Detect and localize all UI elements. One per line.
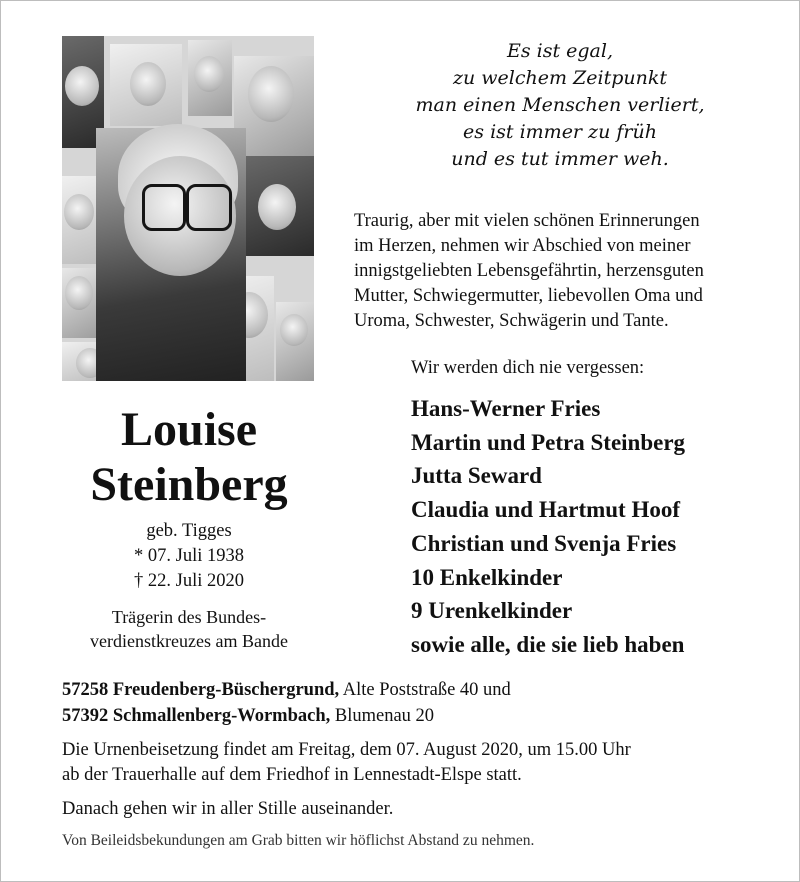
intro-line: Mutter, Schwiegermutter, liebevollen Oma und bbox=[354, 286, 703, 306]
mourner-name: Jutta Seward bbox=[411, 463, 542, 489]
intro-line: im Herzen, nehmen wir Abschied von meiner bbox=[354, 236, 691, 256]
intro-text bbox=[354, 209, 754, 334]
mourner-name: Claudia und Hartmut Hoof bbox=[411, 497, 681, 523]
address-place: 57392 Schmallenberg-Wormbach, bbox=[62, 706, 331, 726]
mourner-name: Christian und Svenja Fries bbox=[411, 530, 677, 556]
mourner-name: 10 Enkelkinder bbox=[411, 564, 563, 590]
mourner-name: 9 Urenkelkinder bbox=[411, 598, 573, 624]
mourner-name: Martin und Petra Steinberg bbox=[411, 429, 686, 455]
poem bbox=[395, 38, 725, 173]
poem-line: es ist immer zu früh bbox=[463, 121, 657, 143]
photo-collage bbox=[62, 36, 314, 381]
address-street: Blumenau 20 bbox=[334, 706, 435, 726]
birth-date: * 07. Juli 1938 bbox=[134, 546, 244, 566]
address-street: Alte Poststraße 40 und bbox=[342, 680, 511, 700]
intro-line: innigstgeliebten Lebensgefährtin, herzensguten bbox=[354, 261, 704, 281]
maiden-name: geb. Tigges bbox=[146, 521, 232, 541]
deceased-info bbox=[62, 402, 316, 653]
poem-line: man einen Menschen verliert, bbox=[415, 94, 705, 116]
honor-line: Trägerin des Bundes- bbox=[111, 607, 267, 627]
life-dates bbox=[62, 519, 316, 594]
intro-line: Traurig, aber mit vielen schönen Erinnerungen bbox=[354, 211, 700, 231]
funeral-line: ab der Trauerhalle auf dem Friedhof in Lennestadt-Elspe statt. bbox=[62, 765, 522, 785]
honor-text bbox=[62, 605, 316, 653]
poem-line: zu welchem Zeitpunkt bbox=[453, 67, 667, 89]
never-forget-line: Wir werden dich nie vergessen: bbox=[411, 358, 645, 378]
honor-line: verdienstkreuzes am Bande bbox=[90, 631, 288, 651]
poem-line: Es ist egal, bbox=[506, 40, 613, 62]
poem-line: und es tut immer weh. bbox=[451, 148, 669, 170]
deceased-first-name: Louise bbox=[120, 403, 258, 456]
mourner-name: sowie alle, die sie lieb haben bbox=[411, 631, 685, 657]
intro-line: Uroma, Schwester, Schwägerin und Tante. bbox=[354, 311, 669, 331]
funeral-line: Die Urnenbeisetzung findet am Freitag, dem 07. August 2020, um 15.00 Uhr bbox=[62, 740, 631, 760]
address-line bbox=[62, 677, 511, 703]
funeral-info bbox=[62, 738, 631, 788]
address-line bbox=[62, 703, 511, 729]
mourners-list bbox=[411, 392, 685, 662]
death-date: † 22. Juli 2020 bbox=[134, 571, 244, 591]
mourner-name: Hans-Werner Fries bbox=[411, 396, 601, 421]
condolence-note: Von Beileidsbekundungen am Grab bitten wir höflichst Abstand zu nehmen. bbox=[62, 832, 535, 849]
deceased-last-name: Steinberg bbox=[90, 458, 288, 511]
parting-line: Danach gehen wir in aller Stille auseinander. bbox=[62, 799, 394, 819]
addresses bbox=[62, 677, 511, 729]
address-place: 57258 Freudenberg-Büschergrund, bbox=[62, 680, 340, 700]
